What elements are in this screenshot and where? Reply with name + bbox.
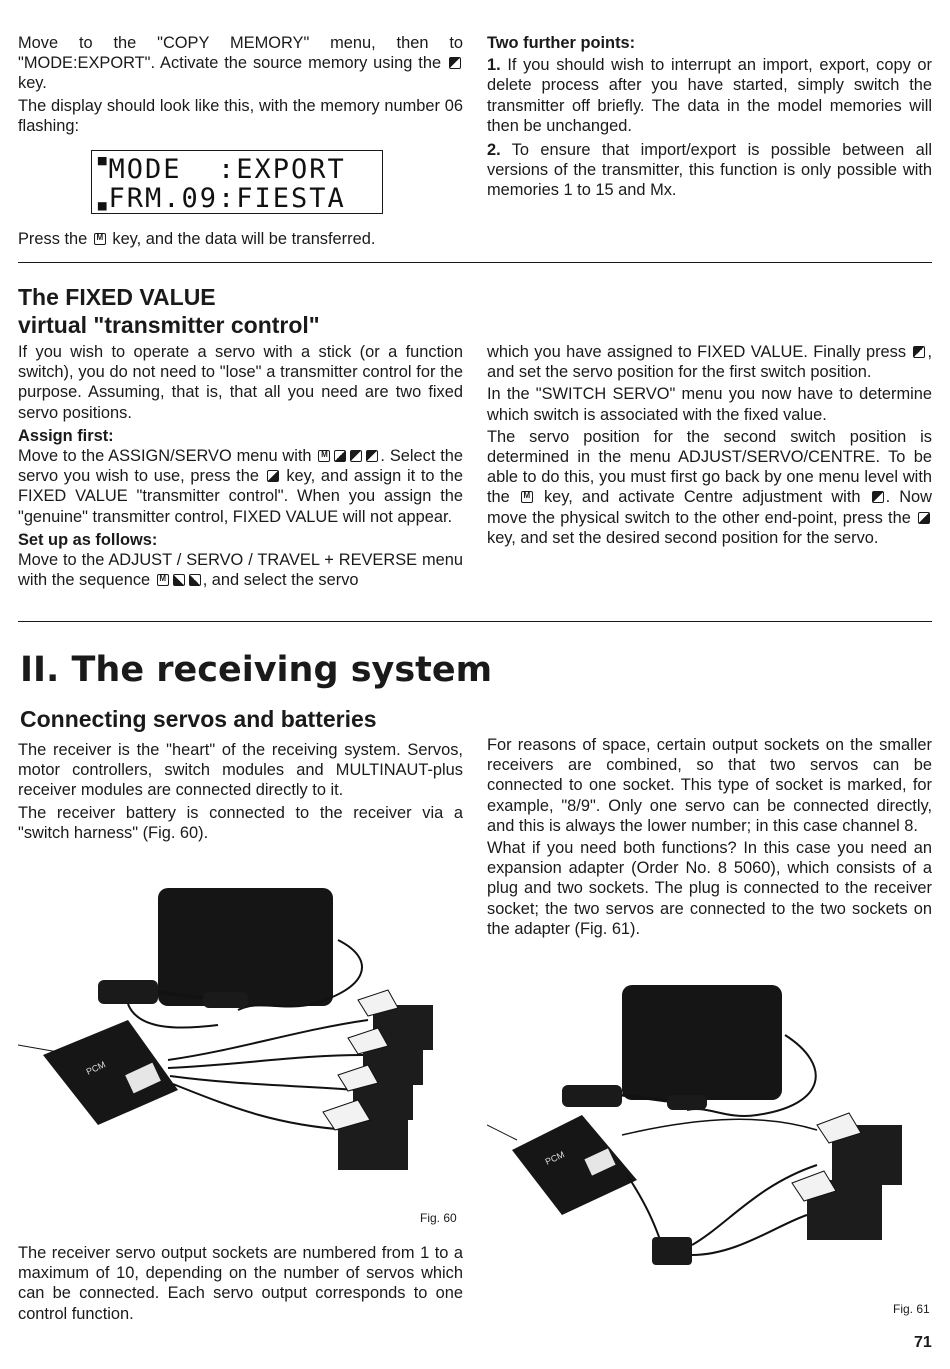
chapter-title: II. The receiving system	[20, 650, 493, 690]
point-2: 2. To ensure that import/export is possible between all versions of the transmitter, this function is only possible with memories 1 to 15 and Mx.	[487, 141, 932, 200]
key-m-icon	[521, 491, 533, 503]
servo-stack	[323, 990, 433, 1170]
key-up-icon	[334, 450, 346, 462]
switch-module	[98, 980, 158, 1004]
output-sockets-text: The receiver servo output sockets are numbered from 1 to a maximum of 10, depending on the number of servos which can be connected. Each servo output corresponds to one control function.	[18, 1244, 463, 1323]
divider	[18, 262, 932, 263]
paragraph: The display should look like this, with the memory number 06 flashing:	[18, 96, 463, 135]
receiver-unit	[512, 1115, 637, 1215]
key-up-icon	[267, 470, 279, 482]
lcd-display	[91, 150, 383, 214]
svg-text:PCM: PCM	[543, 1149, 566, 1167]
expansion-adapter	[652, 1237, 692, 1265]
figure-caption: Fig. 60	[420, 1211, 457, 1225]
transfer-instruction: Press the M key, and the data will be transferred.	[18, 229, 463, 251]
further-points	[487, 33, 932, 203]
divider	[18, 621, 932, 622]
key-m-icon	[94, 233, 106, 245]
key-m-icon	[318, 450, 330, 462]
key-down-icon	[872, 491, 884, 503]
lcd-line-1: ▀MODE :EXPORT	[98, 154, 346, 185]
key-m-icon	[157, 574, 169, 586]
fixed-value-right: which you have assigned to FIXED VALUE. Finally press , and set the servo position for the first switch position. In the "SWITCH SERVO" menu you now have to determine which switch is associated with the fixed value. The servo position for the second switch position is determined in the menu ADJUST/SERVO/CENTRE. To be able to do this, you must first go back by one menu level with the M key, and activate Centre adjustment with . Now move the physical switch to the other end-point, press the key, and set the desired second position for the servo.	[487, 342, 932, 550]
switch-module	[562, 1085, 622, 1107]
export-instructions	[18, 33, 463, 138]
heading: Two further points:	[487, 34, 636, 52]
receiver-intro: The receiver is the "heart" of the receiving system. Servos, motor controllers, switch modules and MULTINAUT-plus receiver modules are connected directly to it. The receiver battery is connected to the receiver via a "switch harness" (Fig. 60).	[18, 741, 463, 842]
fixed-value-left: If you wish to operate a servo with a stick (or a function switch), you do not need to "lose" a transmitter control for the purpose. Assuming, that is, that all you need are two fixed servo positions. Assign first: Move to the ASSIGN/SERVO menu with M . Select the servo you wish to use, press the key, and assign it to the FIXED VALUE "transmitter control". When you assign the "genuine" transmitter control, FIXED VALUE will not appear. Set up as follows: Move to the ADJUST / SERVO / TRAVEL + REVERSE menu with the sequence M , and select the servo	[18, 342, 463, 592]
key-left-icon	[173, 574, 185, 586]
svg-text:PCM: PCM	[84, 1059, 107, 1077]
combined-sockets-text: For reasons of space, certain output sockets on the smaller receivers are combined, so that two servos can be connected to one socket. This type of socket is marked, for example, "8/9". Only one servo can be connected directly, and this is always the lower number; in this case channel 8. What if you need both functions? In this case you need an expansion adapter (Order No. 8 5060), which consists of a plug and two sockets. The plug is connected to the receiver socket; the two servos are connected to the two sockets on the adapter (Fig. 61).	[487, 736, 932, 938]
key-down-icon	[449, 57, 461, 69]
receiver-unit	[43, 1020, 178, 1125]
key-down-icon	[913, 346, 925, 358]
point-1: 1. If you should wish to interrupt an import, export, copy or delete process after you have started, simply switch the transmitter off briefly. The data in the model memories will then be unchanged.	[487, 56, 932, 135]
page-number: 71	[914, 1334, 932, 1351]
battery-pack	[158, 888, 333, 1006]
setup-heading: Set up as follows:	[18, 530, 158, 549]
key-up-icon	[918, 512, 930, 524]
key-left-icon	[189, 574, 201, 586]
battery-pack	[622, 985, 782, 1100]
subtitle: Connecting servos and batteries	[20, 706, 377, 732]
paragraph: Move to the "COPY MEMORY" menu, then to "MODE:EXPORT". Activate the source memory using the key.	[18, 34, 463, 93]
key-down-icon	[350, 450, 362, 462]
servo-pair	[792, 1113, 902, 1240]
assign-heading: Assign first:	[18, 426, 114, 445]
figure-caption: Fig. 61	[893, 1302, 930, 1316]
key-down-icon	[366, 450, 378, 462]
adapter-setup-photo	[487, 975, 932, 1295]
receiver-setup-photo	[18, 880, 468, 1200]
lcd-line-2: ▄FRM.09:FIESTA	[98, 183, 346, 214]
section-title: The FIXED VALUE virtual "transmitter control"	[18, 284, 320, 338]
